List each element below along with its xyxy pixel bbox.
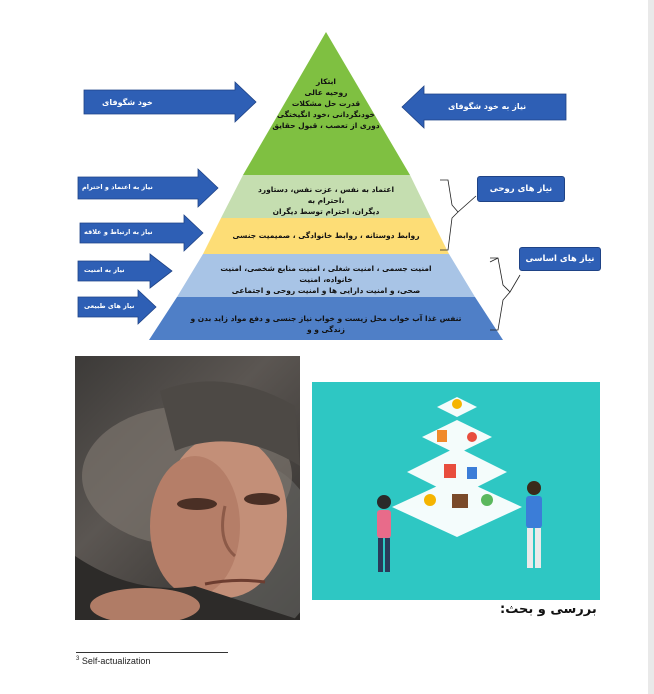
tier-esteem-line: دیگران، احترام توسط دیگران [272,207,380,216]
tier-safety-line: امنیت جسمی ، امنیت شغلی ، امنیت منابع شخصی، امنیت خانواده، امنیت [220,264,432,284]
tier-top-text [256,76,396,131]
man-photo [75,356,300,620]
footnote [76,656,150,666]
brace-basic [490,258,510,330]
left-arrow-label-1: خود شگوفای [102,98,153,107]
tier-safety-text [206,263,446,296]
tier-top-line: ابتکار [316,77,336,86]
discussion-heading: بررسی و بحث: [500,602,597,617]
person-right [526,481,542,568]
needs-illustration-art [312,382,600,600]
tier-esteem-line: اعتماد به نفس ، عزت نفس، دستاورد ،احترام به [257,185,395,205]
left-arrow-label-4: نیاز به امنیت [84,266,125,274]
tier-top-line: خودنگردانی ،خود انگیختگی [277,110,375,119]
left-arrow-label-2: نیاز به اعتماد و احترام [82,183,153,191]
footnote-separator [76,652,228,653]
basic-needs-box: نیاز های اساسی [519,247,601,271]
tier-safety-line: صحی، و امنیت دارایی ها و امنیت روحی و اجتماعی [231,286,421,295]
left-arrow-label-3: نیاز به ارتباط و علاقه [84,228,153,236]
tier-top-line: قدرت حل مشکلات [291,99,361,108]
needs-illustration [312,382,600,600]
footnote-text: Self-actualization [81,656,151,666]
man-photo-illustration [75,356,300,620]
tier-physiological-text: تنفس غذا آب خواب محل زیست و خواب نیاز جنسی و دفع مواد زاید بدن و زندگی و و [190,314,462,334]
tier-top-line: روحیه عالی [304,88,348,97]
person-left [377,495,391,572]
spiritual-needs-box: نیاز های روحی [477,176,565,202]
tier-esteem-text [246,184,406,217]
left-arrow-label-5: نیاز های طبیعی [84,302,135,310]
right-arrow-label: نیاز به خود شگوفای [448,102,527,111]
tier-top-line: دوری از تعصب ، قبول حقایق [272,121,380,130]
brace-spiritual [440,180,458,250]
footnote-number: 3 [76,656,80,662]
tier-love-text: روابط دوستانه ، روابط خانوادگی ، صمیمیت جنسی [232,231,420,240]
